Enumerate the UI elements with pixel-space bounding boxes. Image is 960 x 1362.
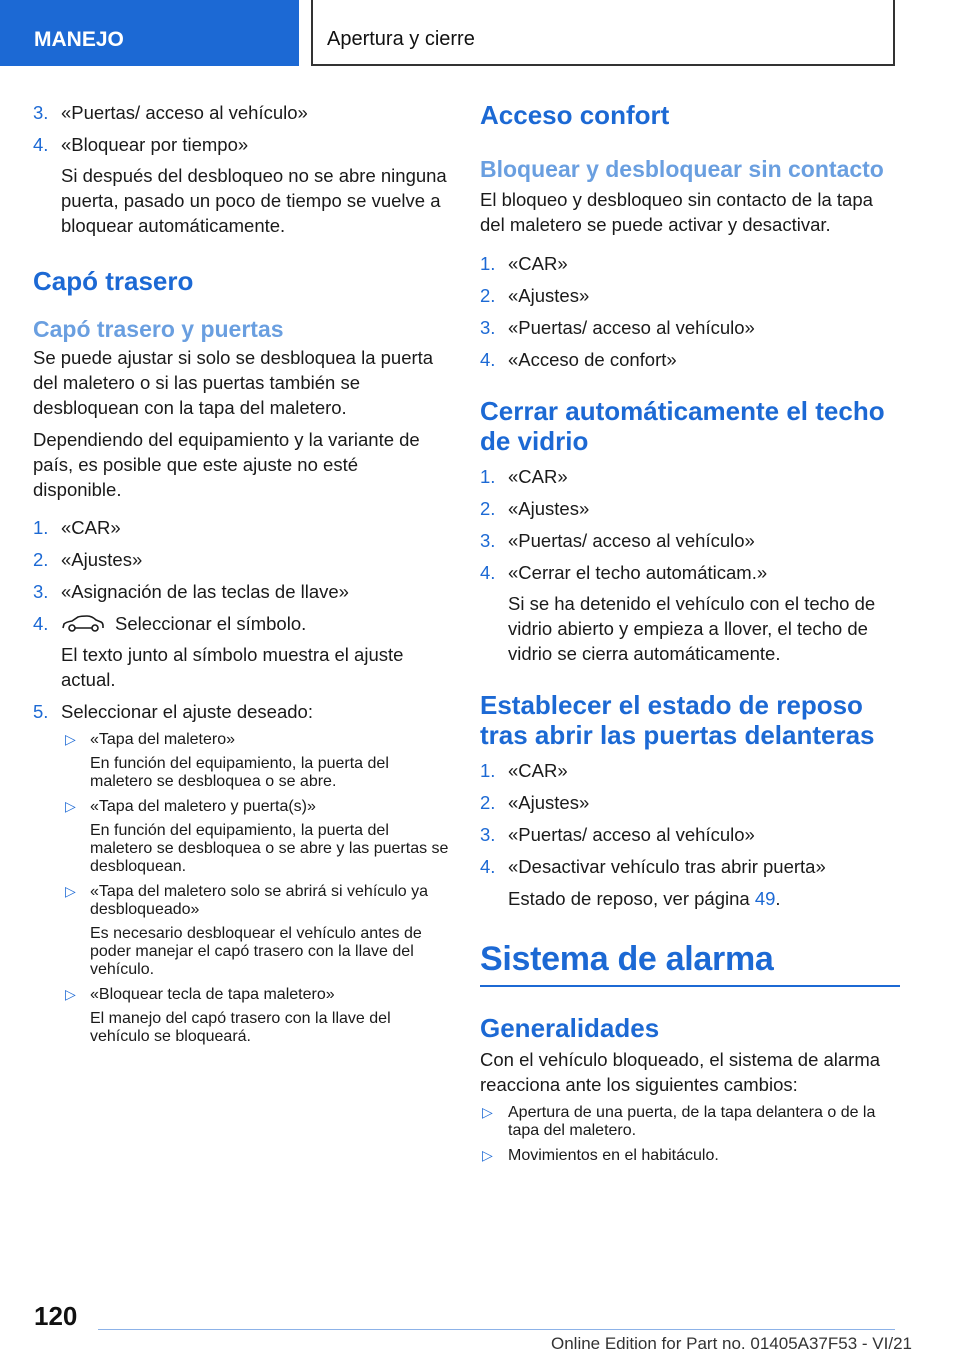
triangle-right-icon: ▷ (65, 883, 76, 899)
triangle-right-icon: ▷ (65, 986, 76, 1002)
option-item: ▷ «Bloquear tecla de tapa maletero» (65, 986, 335, 1003)
heading-sistema-alarma: Sistema de alarma (480, 939, 900, 987)
option-detail: En función del equipamiento, la puerta del maletero se desbloquea o se abre. (90, 755, 389, 790)
footer-rule (98, 1329, 895, 1330)
page-number: 120 (34, 1301, 78, 1331)
triangle-right-icon: ▷ (65, 731, 76, 747)
list-item: 4. «Cerrar el techo automáticam.» (480, 562, 768, 583)
heading-capo-trasero: Capó trasero (33, 266, 194, 296)
section-title: Apertura y cierre (311, 0, 895, 66)
list-item: 3. «Puertas/ acceso al vehículo» (480, 317, 755, 338)
footer-edition: Online Edition for Part no. 01405A37F53 - VI/21 (550, 1334, 912, 1353)
option-item: ▷ «Tapa del maletero solo se abrirá si vehículo ya desbloqueado» (65, 883, 428, 918)
list-item: 2. «Ajustes» (33, 549, 143, 570)
list-item: 1. «CAR» (33, 517, 121, 538)
item-detail: Si después del desbloqueo no se abre ninguna puerta, pasado un poco de tiempo se vuelve a bloquear automáticamente. (61, 165, 447, 236)
heading-acceso-confort: Acceso confort (480, 100, 670, 130)
chapter-tab: MANEJO (0, 0, 299, 66)
option-detail: Es necesario desbloquear el vehículo antes de poder manejar el capó trasero con la llave del vehículo. (90, 925, 422, 978)
list-item: 3. «Asignación de las teclas de llave» (33, 581, 349, 602)
list-item: 3. «Puertas/ acceso al vehículo» (480, 530, 755, 551)
triangle-right-icon: ▷ (482, 1147, 493, 1163)
list-item: 4. «Acceso de confort» (480, 349, 677, 370)
car-outline-icon (61, 613, 105, 633)
paragraph: Se puede ajustar si solo se desbloquea la puerta del maletero o si las puertas también se desbloquean con la tapa del maletero. (33, 347, 434, 418)
heading-techo-vidrio: Cerrar automáticamente el techo de vidrio (480, 396, 885, 456)
list-item: 1. «CAR» (480, 466, 568, 487)
list-item: 3. «Puertas/ acceso al vehículo» (480, 824, 755, 845)
option-detail: El manejo del capó trasero con la llave del vehículo se bloqueará. (90, 1010, 391, 1045)
list-item: 1. «CAR» (480, 253, 568, 274)
list-item: 5. Seleccionar el ajuste deseado: (33, 701, 313, 722)
list-item: 4. «Desactivar vehículo tras abrir puerta» (480, 856, 826, 877)
page-link[interactable]: 49 (754, 888, 776, 909)
heading-estado-reposo: Establecer el estado de reposo tras abrir las puertas delanteras (480, 690, 875, 750)
option-item: ▷ «Tapa del maletero y puerta(s)» (65, 798, 316, 815)
cross-reference: Estado de reposo, ver página 49. (508, 888, 781, 909)
bullet-item: ▷ Movimientos en el habitáculo. (482, 1147, 719, 1164)
paragraph: El bloqueo y desbloqueo sin contacto de la tapa del maletero se puede activar y desactivar. (480, 189, 873, 235)
triangle-right-icon: ▷ (65, 798, 76, 814)
option-detail: En función del equipamiento, la puerta del maletero se desbloquea o se abre y las puertas se desbloquean. (90, 822, 449, 875)
right-column (480, 100, 900, 1165)
list-item: 4. Seleccionar el símbolo. (33, 613, 307, 634)
paragraph: Con el vehículo bloqueado, el sistema de alarma reacciona ante los siguientes cambios: (480, 1049, 881, 1095)
subheading-sin-contacto: Bloquear y desbloquear sin contacto (480, 156, 884, 182)
subheading-capo-puertas: Capó trasero y puertas (33, 316, 284, 342)
list-item: 2. «Ajustes» (480, 792, 590, 813)
list-item: 1. «CAR» (480, 760, 568, 781)
list-item: 4. «Bloquear por tiempo» (33, 134, 249, 155)
left-column (33, 100, 449, 1046)
paragraph: Dependiendo del equipamiento y la variante de país, es posible que este ajuste no esté disponible. (33, 429, 420, 500)
list-item: 2. «Ajustes» (480, 498, 590, 519)
option-item: ▷ «Tapa del maletero» (65, 731, 235, 748)
triangle-right-icon: ▷ (482, 1104, 493, 1120)
list-item: 3. «Puertas/ acceso al vehículo» (33, 102, 308, 123)
item-detail: Si se ha detenido el vehículo con el techo de vidrio abierto y empieza a llover, el techo de vidrio se cierra automáticamente. (508, 593, 876, 664)
bullet-item: ▷ Apertura de una puerta, de la tapa delantera o de la tapa del maletero. (482, 1104, 876, 1139)
heading-generalidades: Generalidades (480, 1013, 660, 1043)
item-detail: El texto junto al símbolo muestra el ajuste actual. (61, 644, 404, 690)
list-item: 2. «Ajustes» (480, 285, 590, 306)
